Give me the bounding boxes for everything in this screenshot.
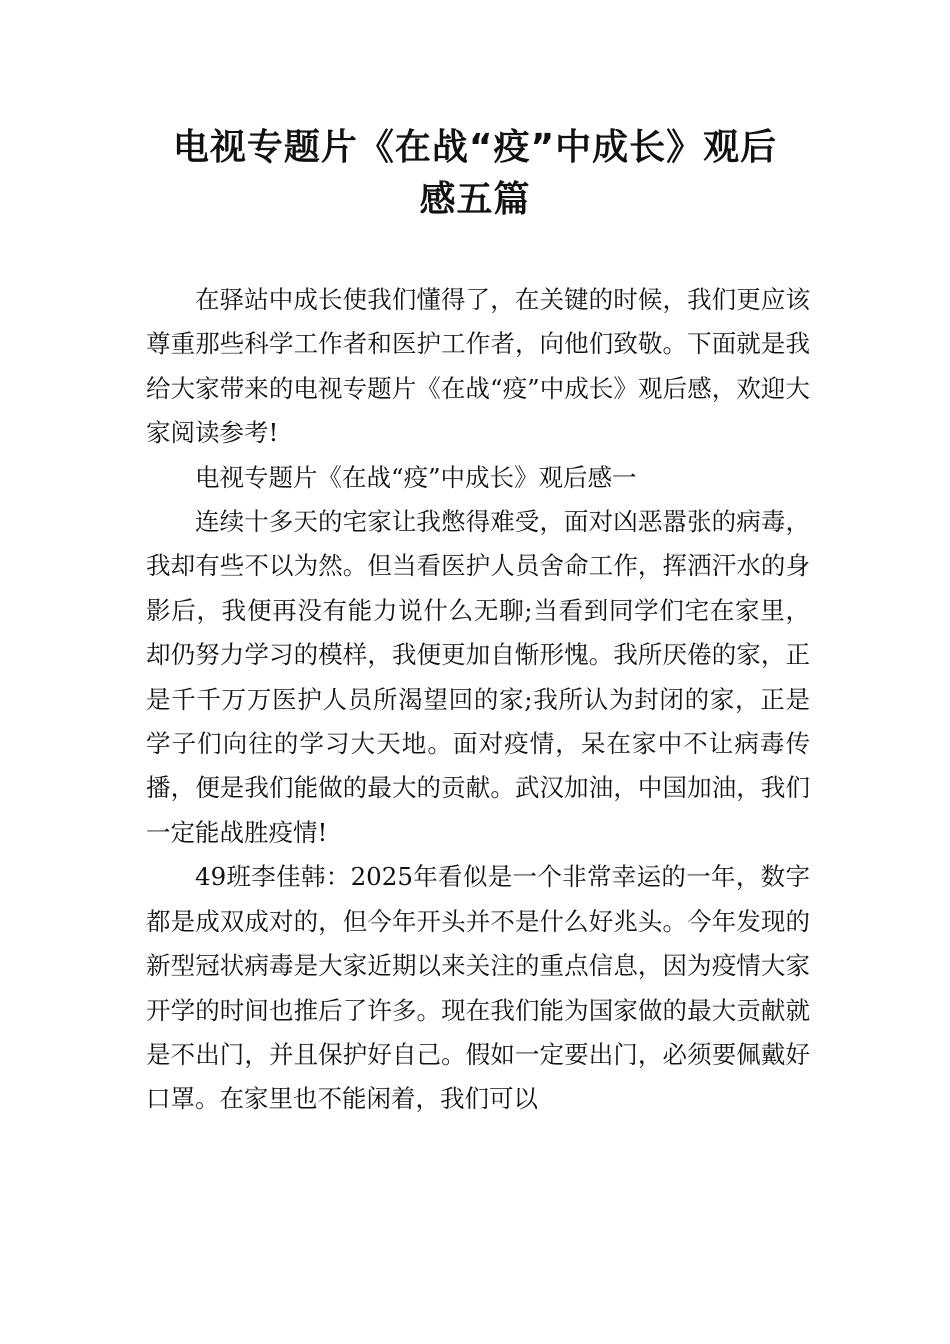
- document-title: [120, 122, 830, 226]
- section-heading: 电视专题片《在战“疫”中成长》观后感一: [195, 462, 637, 492]
- intro-paragraph: 在驿站中成长使我们懂得了，在关键的时候，我们更应该尊重那些科学工作者和医护工作者，向他们致敬。下面就是我给大家带来的电视专题片《在战“疫”中成长》观后感，欢迎大家阅读参考!: [146, 285, 810, 448]
- title-line-1: 电视专题片《在战“疫”中成长》观后: [172, 127, 778, 168]
- body-paragraph: 连续十多天的宅家让我憋得难受，面对凶恶嚣张的病毒，我却有些不以为然。但当看医护人员舍命工作，挥洒汗水的身影后，我便再没有能力说什么无聊;当看到同学们宅在家里，却仍努力学习的模样，我便更加自惭形愧。我所厌倦的家，正是千千万万医护人员所渴望回的家;我所认为封闭的家，正是学子们向往的学习大天地。面对疫情，呆在家中不让病毒传播，便是我们能做的最大的贡献。武汉加油，中国加油，我们一定能战胜疫情!: [146, 507, 810, 847]
- document-body: [146, 278, 810, 1122]
- title-line-2: 感五篇: [419, 179, 531, 220]
- body-paragraph: 49班李佳韩：2025年看似是一个非常幸运的一年，数字都是成双成对的，但今年开头并不是什么好兆头。今年发现的新型冠状病毒是大家近期以来关注的重点信息，因为疫情大家开学的时间也推后了许多。现在我们能为国家做的最大贡献就是不出门，并且保护好自己。假如一定要出门，必须要佩戴好口罩。在家里也不能闲着，我们可以: [146, 862, 810, 1114]
